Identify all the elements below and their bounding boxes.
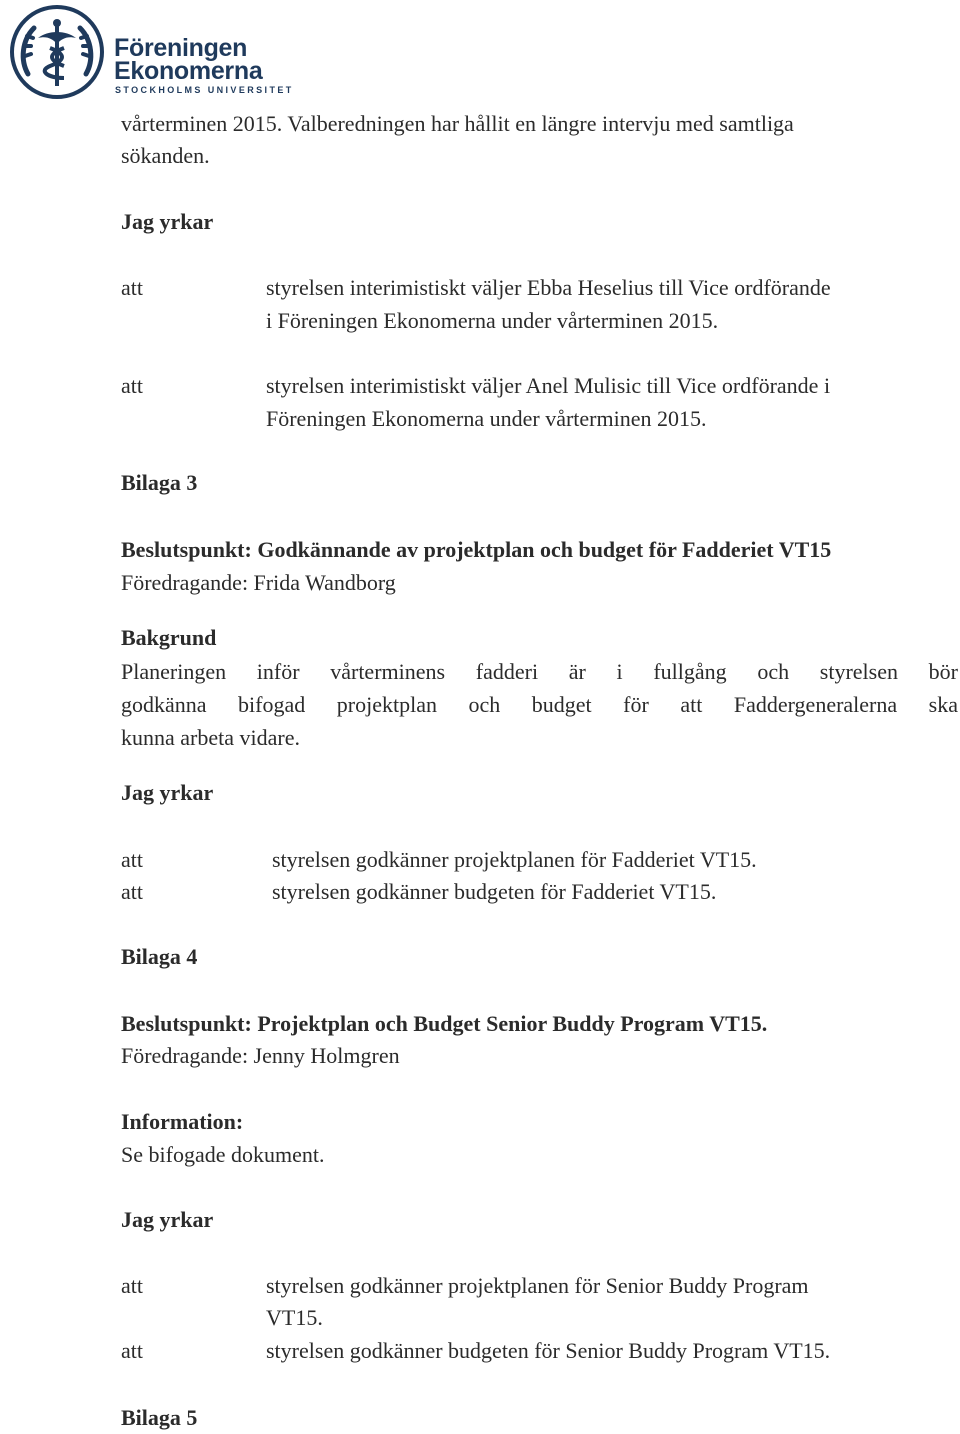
motion-att-label: att xyxy=(121,373,143,398)
jag-yrkar-heading-1: Jag yrkar xyxy=(121,209,214,234)
bakgrund-heading: Bakgrund xyxy=(121,625,217,650)
motion-att-label: att xyxy=(121,847,143,872)
caduceus-laurel-emblem-icon xyxy=(8,4,106,100)
bilaga-4-heading: Bilaga 4 xyxy=(121,944,198,969)
bakgrund-text-line: Planeringen inför vårterminens fadderi är i fullgång och styrelsen bör xyxy=(121,659,958,684)
bilaga-3-heading: Bilaga 3 xyxy=(121,470,198,495)
jag-yrkar-heading-2: Jag yrkar xyxy=(121,780,214,805)
bilaga-4-beslutspunkt: Beslutspunkt: Projektplan och Budget Senior Buddy Program VT15. xyxy=(121,1011,768,1036)
motion-att-label: att xyxy=(121,275,143,300)
bilaga-4-foredragande: Föredragande: Jenny Holmgren xyxy=(121,1043,400,1068)
motion-text-line: styrelsen godkänner budgeten för Senior Buddy Program VT15. xyxy=(266,1338,831,1363)
motion-text-line: styrelsen interimistiskt väljer Anel Mulisic till Vice ordförande i xyxy=(266,373,831,398)
intro-line-2: sökanden. xyxy=(121,143,210,168)
information-text: Se bifogade dokument. xyxy=(121,1142,325,1167)
motion-text-line: Föreningen Ekonomerna under vårterminen 2015. xyxy=(266,406,707,431)
motion-text-line: styrelsen godkänner budgeten för Fadderiet VT15. xyxy=(272,879,717,904)
motion-text-line: styrelsen godkänner projektplanen för Fadderiet VT15. xyxy=(272,847,757,872)
motion-att-label: att xyxy=(121,1338,143,1363)
motion-text-line: VT15. xyxy=(266,1305,323,1330)
motion-text-line: i Föreningen Ekonomerna under vårterminen 2015. xyxy=(266,308,719,333)
logo-university-subline: STOCKHOLMS UNIVERSITET xyxy=(115,85,294,95)
logo-wordmark-line1: Föreningen xyxy=(114,34,248,62)
bakgrund-text-line: kunna arbeta vidare. xyxy=(121,725,300,750)
bakgrund-text-line: godkänna bifogad projektplan och budget för att Faddergeneralerna ska xyxy=(121,692,958,717)
motion-text-line: styrelsen interimistiskt väljer Ebba Heselius till Vice ordförande xyxy=(266,275,831,300)
organization-logo xyxy=(8,4,294,100)
bilaga-3-foredragande: Föredragande: Frida Wandborg xyxy=(121,570,396,595)
motion-att-label: att xyxy=(121,1273,143,1298)
motion-text-line: styrelsen godkänner projektplanen för Senior Buddy Program xyxy=(266,1273,809,1298)
information-heading: Information: xyxy=(121,1109,244,1134)
logo-wordmark-line2: Ekonomerna xyxy=(114,57,263,85)
intro-line-1: vårterminen 2015. Valberedningen har hållit en längre intervju med samtliga xyxy=(121,111,794,136)
bilaga-5-heading: Bilaga 5 xyxy=(121,1405,198,1430)
bilaga-3-beslutspunkt: Beslutspunkt: Godkännande av projektplan och budget för Fadderiet VT15 xyxy=(121,537,832,562)
jag-yrkar-heading-3: Jag yrkar xyxy=(121,1207,214,1232)
motion-att-label: att xyxy=(121,879,143,904)
